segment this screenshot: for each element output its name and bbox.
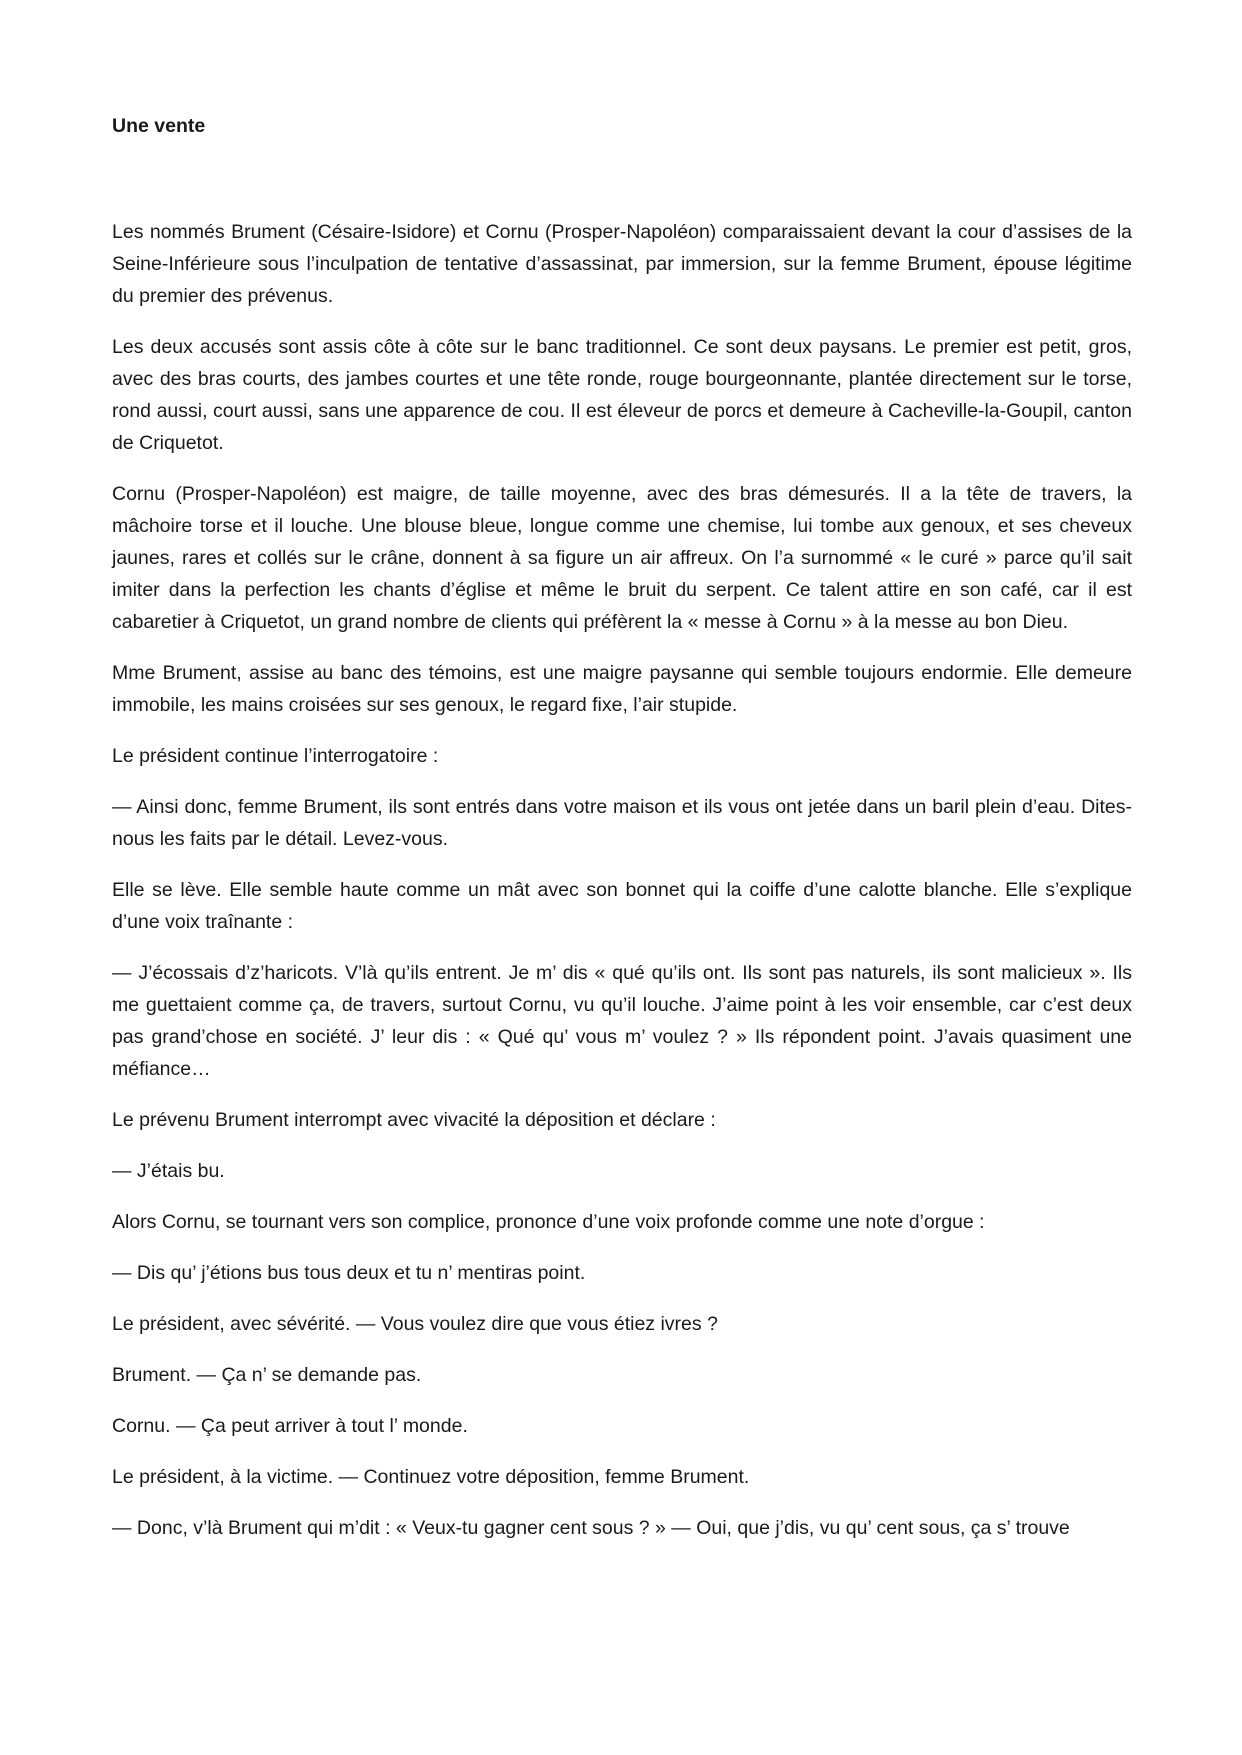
paragraph-5: Le président continue l’interrogatoire :	[112, 745, 439, 767]
paragraph-11: Alors Cornu, se tournant vers son complice, prononce d’une voix profonde comme une note d’orgue :	[112, 1211, 985, 1233]
document-title: Une vente	[112, 115, 206, 137]
paragraph-3: Cornu (Prosper-Napoléon) est maigre, de taille moyenne, avec des bras démesurés. Il a la tête de travers, la mâchoire torse et il louche. Une blouse bleue, longue comme une chemise, lui tombe aux genoux, et ses cheveux jaunes, rares et collés sur le crâne, donnent à sa figure un air affreux. On l’a surnommé « le curé » parce qu’il sait imiter dans la perfection les chants d’église et même le bruit du serpent. Ce talent attire en son café, car il est cabaretier à Criquetot, un grand nombre de clients qui préfèrent la « messe à Cornu » à la messe au bon Dieu.	[112, 483, 1132, 633]
paragraph-15: Cornu. — Ça peut arriver à tout l’ monde.	[112, 1415, 468, 1437]
paragraph-1: Les nommés Brument (Césaire-Isidore) et Cornu (Prosper-Napoléon) comparaissaient devant la cour d’assises de la Seine-Inférieure sous l’inculpation de tentative d’assassinat, par immersion, sur la femme Brument, épouse légitime du premier des prévenus.	[112, 221, 1132, 307]
paragraph-4: Mme Brument, assise au banc des témoins, est une maigre paysanne qui semble toujours endormie. Elle demeure immobile, les mains croisées sur ses genoux, le regard fixe, l’air stupide.	[112, 662, 1132, 716]
paragraph-16: Le président, à la victime. — Continuez votre déposition, femme Brument.	[112, 1466, 750, 1488]
paragraph-10: — J’étais bu.	[112, 1160, 225, 1182]
paragraph-12: — Dis qu’ j’étions bus tous deux et tu n’ mentiras point.	[112, 1262, 586, 1284]
paragraph-14: Brument. — Ça n’ se demande pas.	[112, 1364, 422, 1386]
paragraph-13: Le président, avec sévérité. — Vous voulez dire que vous étiez ivres ?	[112, 1313, 718, 1335]
paragraph-2: Les deux accusés sont assis côte à côte sur le banc traditionnel. Ce sont deux paysans. Le premier est petit, gros, avec des bras courts, des jambes courtes et une tête ronde, rouge bourgeonnante, plantée directement sur le torse, rond aussi, court aussi, sans une apparence de cou. Il est éleveur de porcs et demeure à Cacheville-la-Goupil, canton de Criquetot.	[112, 336, 1132, 454]
paragraph-8: — J’écossais d’z’haricots. V’là qu’ils entrent. Je m’ dis « qué qu’ils ont. Ils sont pas naturels, ils sont malicieux ». Ils me guettaient comme ça, de travers, surtout Cornu, vu qu’il louche. J’aime point à les voir ensemble, car c’est deux pas grand’chose en société. J’ leur dis : « Qué qu’ vous m’ voulez ? » Ils répondent point. J’avais quasiment une méfiance…	[112, 962, 1132, 1080]
paragraph-17: — Donc, v’là Brument qui m’dit : « Veux-tu gagner cent sous ? » — Oui, que j’dis, vu qu’ cent sous, ça s’ trouve	[112, 1517, 1070, 1539]
paragraph-7: Elle se lève. Elle semble haute comme un mât avec son bonnet qui la coiffe d’une calotte blanche. Elle s’explique d’une voix traînante :	[112, 879, 1132, 933]
paragraph-9: Le prévenu Brument interrompt avec vivacité la déposition et déclare :	[112, 1109, 716, 1131]
paragraph-6: — Ainsi donc, femme Brument, ils sont entrés dans votre maison et ils vous ont jetée dans un baril plein d’eau. Dites-nous les faits par le détail. Levez-vous.	[112, 796, 1132, 850]
document-body	[112, 110, 1132, 1544]
